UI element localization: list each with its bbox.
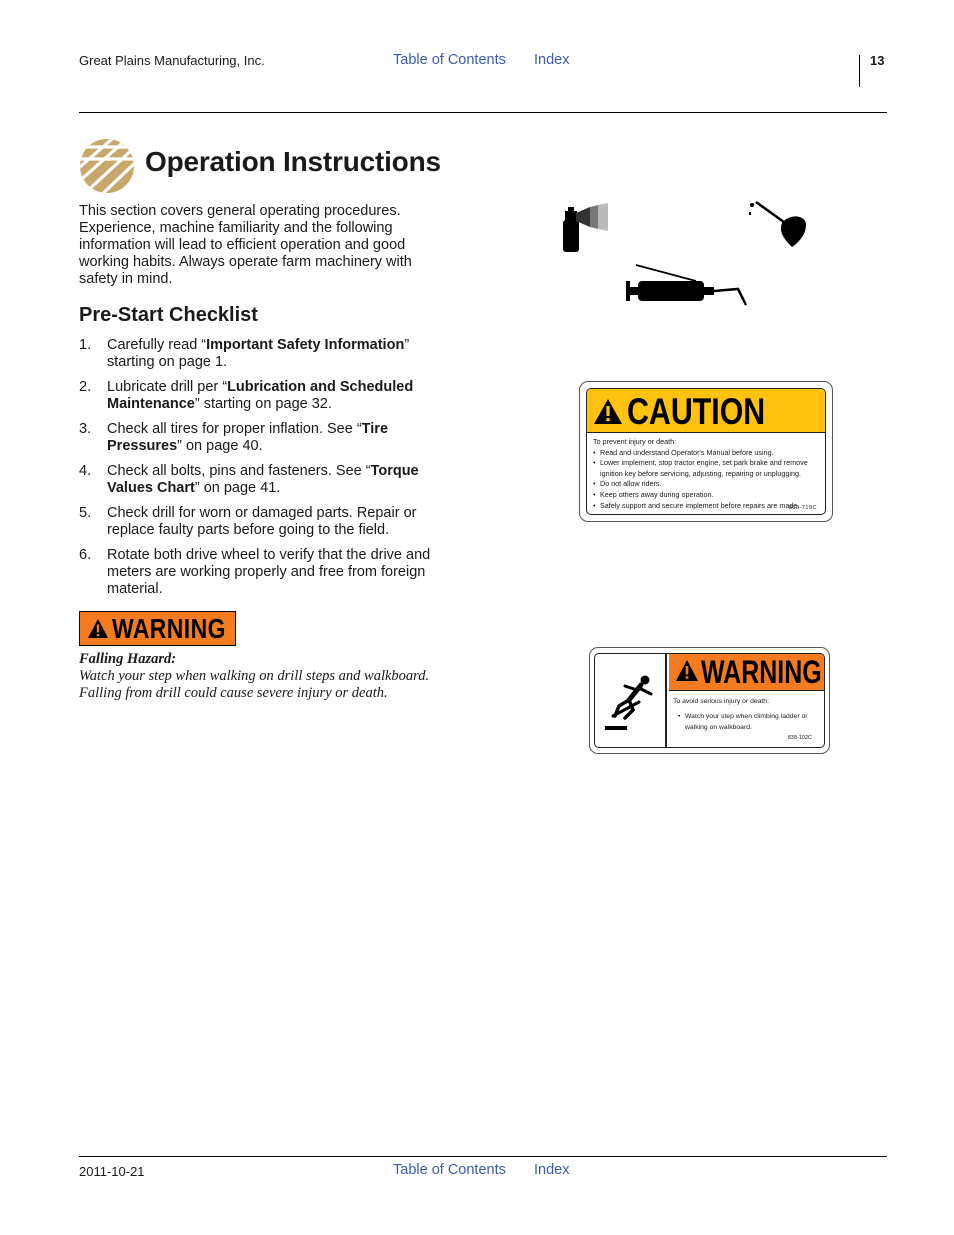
spray-can-icon bbox=[563, 203, 608, 252]
warning-band bbox=[669, 654, 824, 691]
decal-part-number: 838-102C bbox=[787, 735, 812, 741]
caution-intro: To prevent injury or death: bbox=[593, 437, 677, 446]
caution-message bbox=[593, 437, 819, 511]
checklist-heading: Pre-Start Checklist bbox=[79, 304, 258, 326]
warning-decal-intro: To avoid serious injury or death: bbox=[673, 698, 769, 705]
caution-band bbox=[587, 389, 825, 433]
list-item: • Do not allow riders. bbox=[593, 479, 819, 490]
caution-decal bbox=[579, 381, 833, 522]
oil-can-icon bbox=[750, 202, 806, 247]
grease-gun-icon bbox=[626, 265, 746, 305]
list-item: 5. Check drill for worn or damaged parts. Repair or replace faulty parts before going to the field. bbox=[79, 505, 417, 538]
lubrication-tools-illustration bbox=[560, 195, 820, 310]
alert-triangle-icon bbox=[87, 618, 109, 639]
list-item: 2. Lubricate drill per “Lubrication and Scheduled Maintenance” starting on page 32. bbox=[79, 379, 414, 412]
falling-person-pictogram bbox=[595, 654, 667, 747]
footer-rule bbox=[79, 1156, 887, 1157]
index-link[interactable]: Index bbox=[534, 52, 570, 68]
warning-decal-signal-word: WARNING bbox=[701, 654, 822, 690]
list-item: 6. Rotate both drive wheel to verify that the drive and meters are working properly and free from foreign material. bbox=[79, 547, 431, 597]
company-name: Great Plains Manufacturing, Inc. bbox=[79, 53, 265, 68]
falling-person-icon bbox=[595, 654, 667, 748]
section-title: Operation Instructions bbox=[145, 146, 441, 177]
warning-decal-message bbox=[673, 696, 818, 733]
header-divider bbox=[859, 55, 860, 87]
list-item: 1. Carefully read “Important Safety Information” starting on page 1. bbox=[79, 337, 410, 370]
list-item: • Lower implement, stop tractor engine, set park brake and remove ignition key before servicing, adjusting, repairing or unplugging. bbox=[593, 458, 819, 479]
hazard-title: Falling Hazard: bbox=[79, 651, 177, 667]
hazard-text: Watch your step when walking on drill steps and walkboard. Falling from drill could cause severe injury or death. bbox=[79, 668, 430, 701]
list-item: • Safely support and secure implement before repairs are made. bbox=[593, 501, 819, 512]
pre-start-checklist bbox=[79, 337, 459, 606]
list-item: 3. Check all tires for proper inflation. See “Tire Pressures” on page 40. bbox=[79, 421, 389, 454]
revision-date: 2011-10-21 bbox=[79, 1164, 145, 1179]
warning-signal-box bbox=[79, 611, 236, 646]
decal-part-number: 818-719C bbox=[788, 505, 817, 511]
list-item: • Read and understand Operator's Manual before using. bbox=[593, 448, 819, 459]
alert-triangle-icon bbox=[593, 398, 623, 425]
alert-triangle-icon bbox=[675, 659, 699, 682]
list-item: • Keep others away during operation. bbox=[593, 490, 819, 501]
intro-paragraph: This section covers general operating procedures. Experience, machine familiarity and the following information will lead to efficient operation and good working habits. Always operate farm machinery with safety in mind. bbox=[79, 203, 412, 287]
table-of-contents-link[interactable]: Table of Contents bbox=[393, 52, 506, 68]
caution-signal-word: CAUTION bbox=[627, 391, 766, 432]
table-of-contents-link[interactable]: Table of Contents bbox=[393, 1162, 506, 1178]
list-item: 4. Check all bolts, pins and fasteners. See “Torque Values Chart” on page 41. bbox=[79, 463, 419, 496]
list-item: • Watch your step when climbing ladder or walking on walkboard. bbox=[673, 711, 818, 733]
header-rule bbox=[79, 112, 887, 113]
page-number: 13 bbox=[870, 53, 885, 68]
index-link[interactable]: Index bbox=[534, 1162, 570, 1178]
great-plains-logo-icon bbox=[79, 137, 135, 195]
warning-signal-word: WARNING bbox=[112, 613, 226, 644]
warning-decal bbox=[589, 647, 830, 754]
